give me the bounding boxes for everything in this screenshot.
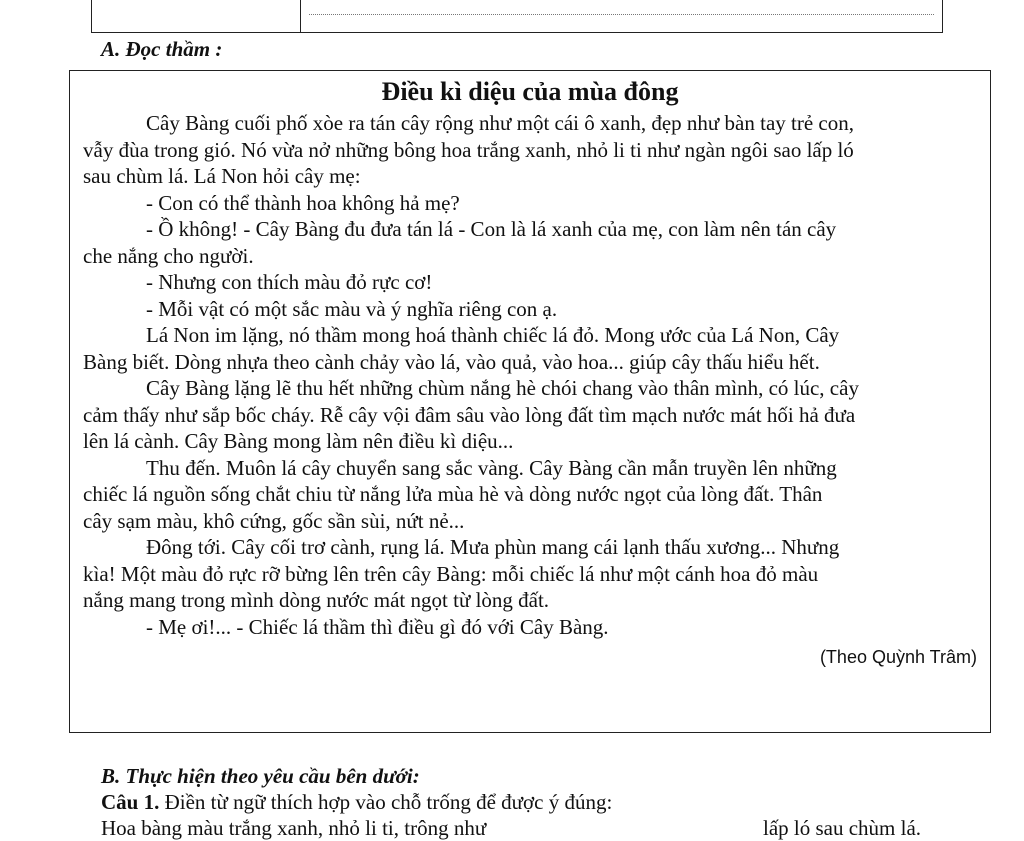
story-line: nắng mang trong mình dòng nước mát ngọt từ lòng đất. xyxy=(83,588,550,612)
section-b-heading: B. Thực hiện theo yêu cầu bên dưới: xyxy=(101,764,420,788)
story-line: che nắng cho người. xyxy=(83,243,254,268)
story-line: - Mỗi vật có một sắc màu và ý nghĩa riêng con ạ. xyxy=(146,296,558,321)
story-line: Lá Non im lặng, nó thầm mong hoá thành chiếc lá đỏ. Mong ước của Lá Non, Cây xyxy=(146,323,840,347)
dotted-answer-line xyxy=(309,14,934,15)
story-line: - Mẹ ơi!... - Chiếc lá thầm thì điều gì đó với Cây Bàng. xyxy=(146,614,609,639)
story-line: Đông tới. Cây cối trơ cành, rụng lá. Mưa phùn mang cái lạnh thấu xương... Nhưng xyxy=(146,535,840,559)
fill-in-sentence-start: Hoa bàng màu trắng xanh, nhỏ li ti, trông như xyxy=(101,816,487,840)
story-line: - Con có thể thành hoa không hả mẹ? xyxy=(146,190,460,215)
story-line: sau chùm lá. Lá Non hỏi cây mẹ: xyxy=(83,164,361,188)
story-body xyxy=(83,110,983,640)
story-line: cảm thấy như sắp bốc cháy. Rễ cây vội đâm sâu vào lòng đất tìm mạch nước mát hối hả đưa xyxy=(83,402,856,427)
story-line: kìa! Một màu đỏ rực rỡ bừng lên trên cây Bàng: mỗi chiếc lá như một cánh hoa đỏ màu xyxy=(83,561,819,586)
story-line: Cây Bàng cuối phố xòe ra tán cây rộng như một cái ô xanh, đẹp như bàn tay trẻ con, xyxy=(146,111,854,135)
fill-in-sentence xyxy=(101,816,961,841)
story-source: (Theo Quỳnh Trâm) xyxy=(819,647,977,667)
question-1-label: Câu 1. xyxy=(101,790,160,814)
fill-in-sentence-end: lấp ló sau chùm lá. xyxy=(763,816,922,840)
story-line: - Nhưng con thích màu đỏ rực cơ! xyxy=(146,270,433,294)
story-line: chiếc lá nguồn sống chắt chiu từ nắng lửa mùa hè và dòng nước ngọt của lòng đất. Thân xyxy=(83,482,823,506)
section-a-heading: A. Đọc thầm : xyxy=(101,37,223,61)
table-column-divider xyxy=(300,0,301,32)
reading-passage-box xyxy=(69,70,991,733)
story-line: Cây Bàng lặng lẽ thu hết những chùm nắng hè chói chang vào thân mình, có lúc, cây xyxy=(146,376,859,400)
story-line: vẫy đùa trong gió. Nó vừa nở những bông hoa trắng xanh, nhỏ li ti như ngàn ngôi sao lấp ló xyxy=(83,137,854,162)
story-line: Thu đến. Muôn lá cây chuyển sang sắc vàng. Cây Bàng cần mẫn truyền lên những xyxy=(146,455,837,480)
story-line: lên lá cành. Cây Bàng mong làm nên điều kì diệu... xyxy=(83,429,514,453)
story-title: Điều kì diệu của mùa đông xyxy=(381,77,679,106)
story-line: Bàng biết. Dòng nhựa theo cành chảy vào lá, vào quả, vào hoa... giúp cây thấu hiểu hết. xyxy=(83,349,820,374)
question-1 xyxy=(101,790,612,815)
question-1-text: Điền từ ngữ thích hợp vào chỗ trống để được ý đúng: xyxy=(164,790,613,814)
story-line: cây sạm màu, khô cứng, gốc sần sùi, nứt nẻ... xyxy=(83,508,465,533)
header-table-fragment xyxy=(91,0,943,33)
story-line: - Ồ không! - Cây Bàng đu đưa tán lá - Con là lá xanh của mẹ, con làm nên tán cây xyxy=(146,217,837,241)
